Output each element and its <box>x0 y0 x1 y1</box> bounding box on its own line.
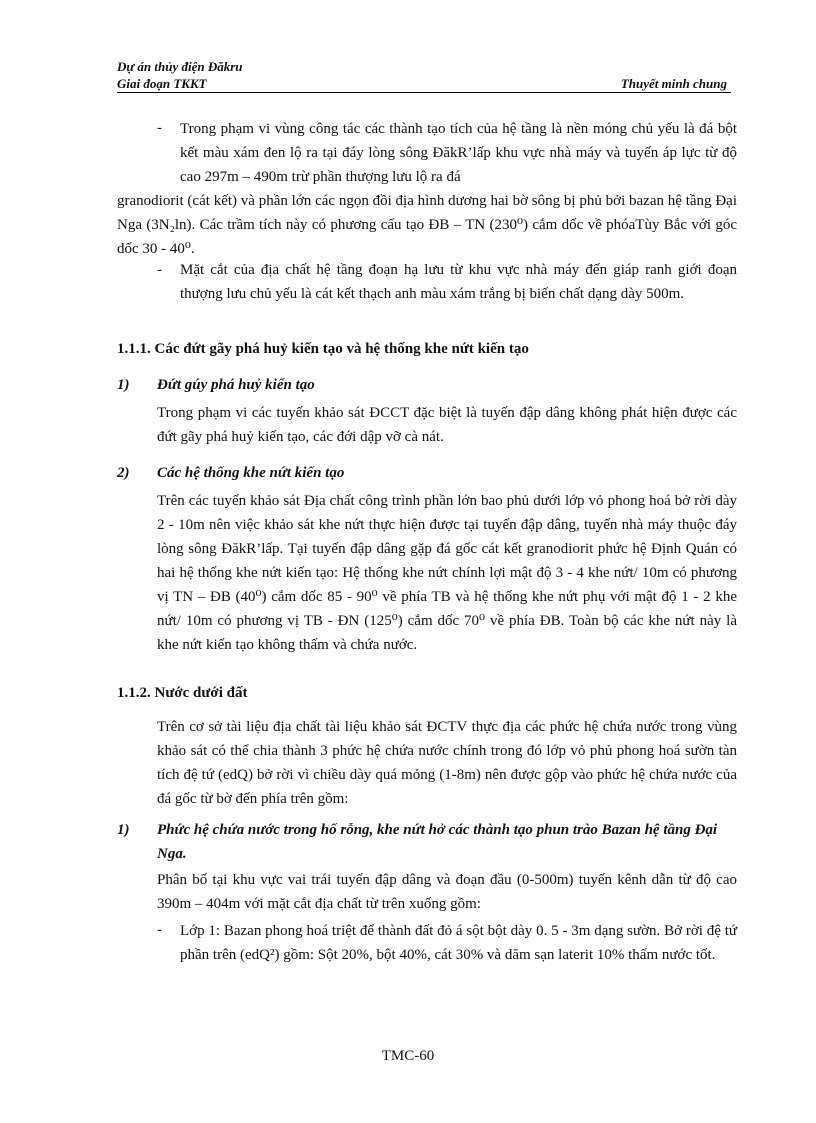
subsection-number: 1) <box>117 822 130 838</box>
bullet-dash: - <box>157 120 162 136</box>
subsection-number: 1) <box>117 377 130 393</box>
subsection-title: Các hệ thống khe nứt kiến tạo <box>157 465 345 481</box>
subsection-title: Phức hệ chứa nước trong hố rỗng, khe nứt hở các thành tạo phun trào Bazan hệ tầng Đại Nga. <box>157 822 718 862</box>
design-stage: Giai đoạn TKKT <box>117 76 207 91</box>
paragraph: Trong phạm vi các tuyến khảo sát ĐCCT đặc biệt là tuyến đập dâng không phát hiện được các đứt gãy phá huỷ kiến tạo, các đới dập vỡ cà nát. <box>157 405 737 445</box>
paragraph: granodiorit (cát kết) và phần lớn các ngọn đồi địa hình dương hai bờ sông bị phủ bởi bazan hệ tầng Đại Nga (3N₂ln). Các trầm tích này có phương cấu tạo ĐB – TN (230⁰) cắm dốc về phóaTùy Bắc với góc dốc 30 - 40⁰. <box>117 193 737 257</box>
bullet-paragraph: Trong phạm vi vùng công tác các thành tạo tích của hệ tầng là nền móng chủ yếu là đá bột kết màu xám đen lộ ra tại đáy lòng sông ĐăkR’lấp khu vực nhà máy và tuyến áp lực từ độ cao 297m – 490m trừ phần thượng lưu lộ ra đá <box>180 121 737 185</box>
document-title: Thuyết minh chung <box>620 76 727 91</box>
paragraph: Trên cơ sở tài liệu địa chất tài liệu khảo sát ĐCTV thực địa các phức hệ chứa nước trong vùng khảo sát có thể chia thành 3 phức hệ chứa nước chính trong đó lớp vỏ phủ phong hoá sườn tàn tích đệ tứ (edQ) bở rời vì chiều dày quá mỏng (1-8m) nên được gộp vào phức hệ chứa nước của đá gốc từ bờ đến phía trên gồm: <box>157 719 737 807</box>
bullet-paragraph: Mặt cắt của địa chất hệ tầng đoạn hạ lưu từ khu vực nhà máy đến giáp ranh giới đoạn thượng lưu chủ yếu là cát kết thạch anh màu xám trắng bị biến chất dạng dày 500m. <box>180 262 737 302</box>
bullet-paragraph: Lớp 1: Bazan phong hoá triệt để thành đất đỏ á sột bột dày 0. 5 - 3m dạng sườn. Bở rời đệ tứ phần trên (edQ²) gồm: Sột 20%, bột 40%, cát 30% và dăm sạn laterit 10% thấm nước tốt. <box>180 923 737 963</box>
header-divider <box>117 92 731 93</box>
bullet-dash: - <box>157 922 162 938</box>
subsection-title: Đứt gúy phá huỷ kiến tạo <box>157 377 315 393</box>
project-name: Dự án thủy điện Đăkru <box>117 59 243 74</box>
paragraph: Phân bố tại khu vực vai trái tuyến đập dâng và đoạn đầu (0-500m) tuyến kênh dẫn từ độ cao 390m – 404m với mặt cắt địa chất từ trên xuống gồm: <box>157 872 737 912</box>
subsection-number: 2) <box>117 465 130 481</box>
bullet-dash: - <box>157 262 162 278</box>
paragraph: Trên các tuyến khảo sát Địa chất công trình phần lớn bao phủ dưới lớp vỏ phong hoá bở rời dày 2 - 10m nên việc khảo sát khe nứt thực hiện được tại tuyến đập dâng, tuyến nhà máy thuộc đáy lòng sông ĐăkR’lấp. Tại tuyến đập dâng gặp đá gốc cát kết granodiorit phức hệ Định Quán có hai hệ thống khe nứt kiến tạo: Hệ thống khe nứt chính lợi mật độ 3 - 4 khe nứt/ 10m có phương vị TN – ĐB (40⁰) cắm dốc 85 - 90⁰ về phía TB và hệ thống khe nứt phụ với mật độ 1 - 2 khe nứt/ 10m có phương vị TB - ĐN (125⁰) cắm dốc 70⁰ về phía ĐB. Toàn bộ các khe nứt này là khe nứt kiến tạo không thấm và chứa nước. <box>157 493 737 653</box>
section-heading: 1.1.2. Nước dưới đất <box>117 685 248 701</box>
header-left <box>117 58 729 92</box>
page-number: TMC-60 <box>381 1048 435 1064</box>
section-heading: 1.1.1. Các đứt gãy phá huỷ kiến tạo và hệ thống khe nứt kiến tạo <box>117 341 529 357</box>
